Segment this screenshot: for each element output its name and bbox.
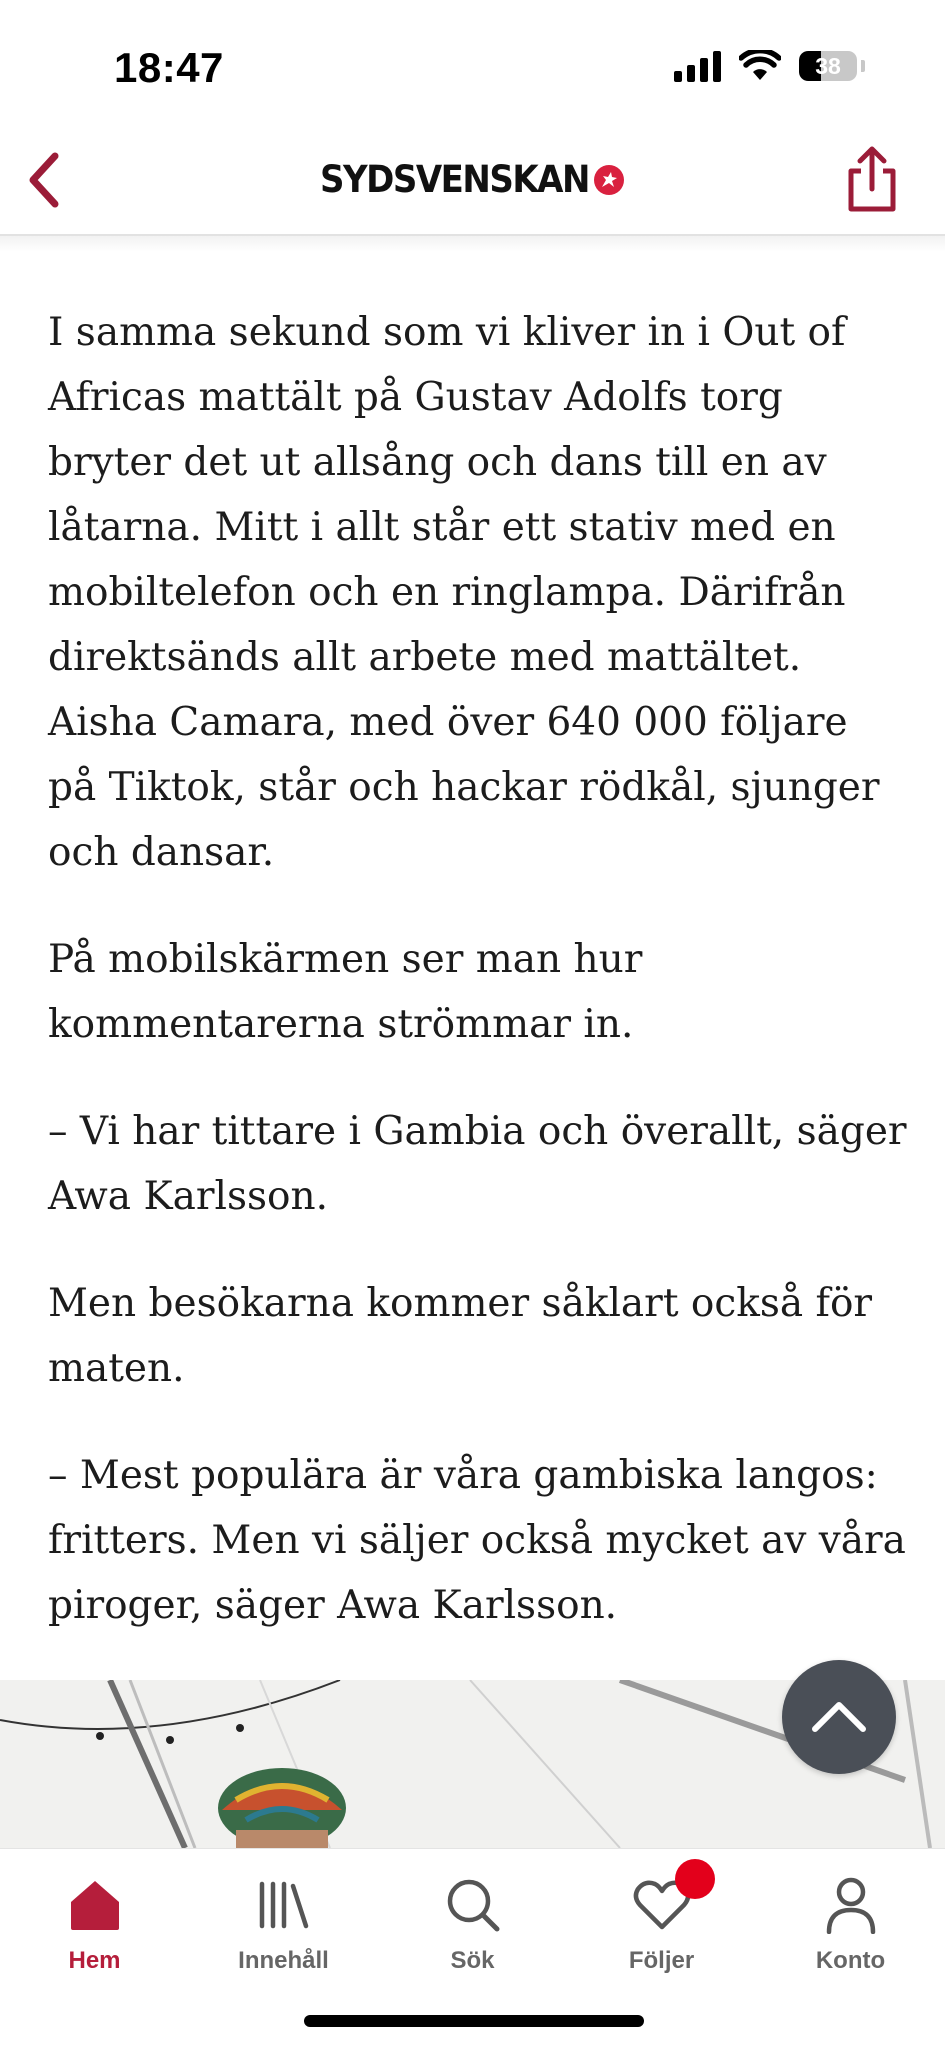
article-paragraph: – Mest populära är våra gambiska langos: fritters. Men vi säljer också mycket av våra piroger, säger Awa Karlsson.: [48, 1453, 906, 1628]
tab-account[interactable]: [756, 1849, 945, 1989]
status-time: 18:47: [114, 44, 224, 91]
tab-label: Följer: [628, 1947, 695, 1974]
brand-name: SYDSVENSKAN: [320, 158, 589, 202]
article-paragraph: Men besökarna kommer såklart också för maten.: [48, 1281, 873, 1391]
battery-cap: [861, 60, 865, 72]
wifi-icon: [739, 50, 781, 82]
notification-badge: [675, 1859, 715, 1899]
tab-home[interactable]: [0, 1849, 189, 1989]
tab-label: Innehåll: [238, 1947, 329, 1974]
scroll-to-top-button[interactable]: [782, 1660, 896, 1774]
person-icon: [825, 1876, 877, 1934]
tab-label: Konto: [815, 1947, 886, 1974]
tab-following[interactable]: [567, 1849, 756, 1989]
cellular-signal-icon: [674, 50, 721, 82]
article-paragraph: – Vi har tittare i Gambia och överallt, säger Awa Karlsson.: [48, 1109, 907, 1219]
nav-header: [0, 130, 945, 236]
status-icons: [674, 50, 865, 82]
article-paragraph: I samma sekund som vi kliver in i Out of Africas mattält på Gustav Adolfs torg bryter det ut allsång och dans till en av låtarna. Mitt i allt står ett stativ med en mobiltelefon och en ringlampa. Därifrån direktsänds allt arbete med mattältet. Aisha Camara, med över 640 000 följare på Tiktok, står och hackar rödkål, sjunger och dansar.: [48, 310, 880, 875]
chevron-up-icon: [809, 1699, 869, 1735]
article-body: [48, 300, 908, 1680]
griffin-logo-icon: [593, 164, 625, 196]
home-icon: [67, 1878, 123, 1932]
battery-level: 38: [815, 52, 841, 79]
share-button[interactable]: [839, 140, 905, 220]
tab-label: Sök: [450, 1947, 495, 1974]
tab-search[interactable]: [378, 1849, 567, 1989]
share-icon: [843, 145, 901, 215]
battery-icon: [799, 51, 857, 81]
search-icon: [445, 1877, 501, 1933]
article-paragraph: På mobilskärmen ser man hur kommentarerna strömmar in.: [48, 937, 643, 1047]
status-bar: [0, 0, 945, 130]
library-icon: [256, 1880, 312, 1930]
brand-logo[interactable]: [0, 160, 945, 200]
home-indicator: [304, 2015, 644, 2027]
tab-label: Hem: [68, 1947, 121, 1974]
header-shadow: [0, 236, 945, 252]
tab-content[interactable]: [189, 1849, 378, 1989]
